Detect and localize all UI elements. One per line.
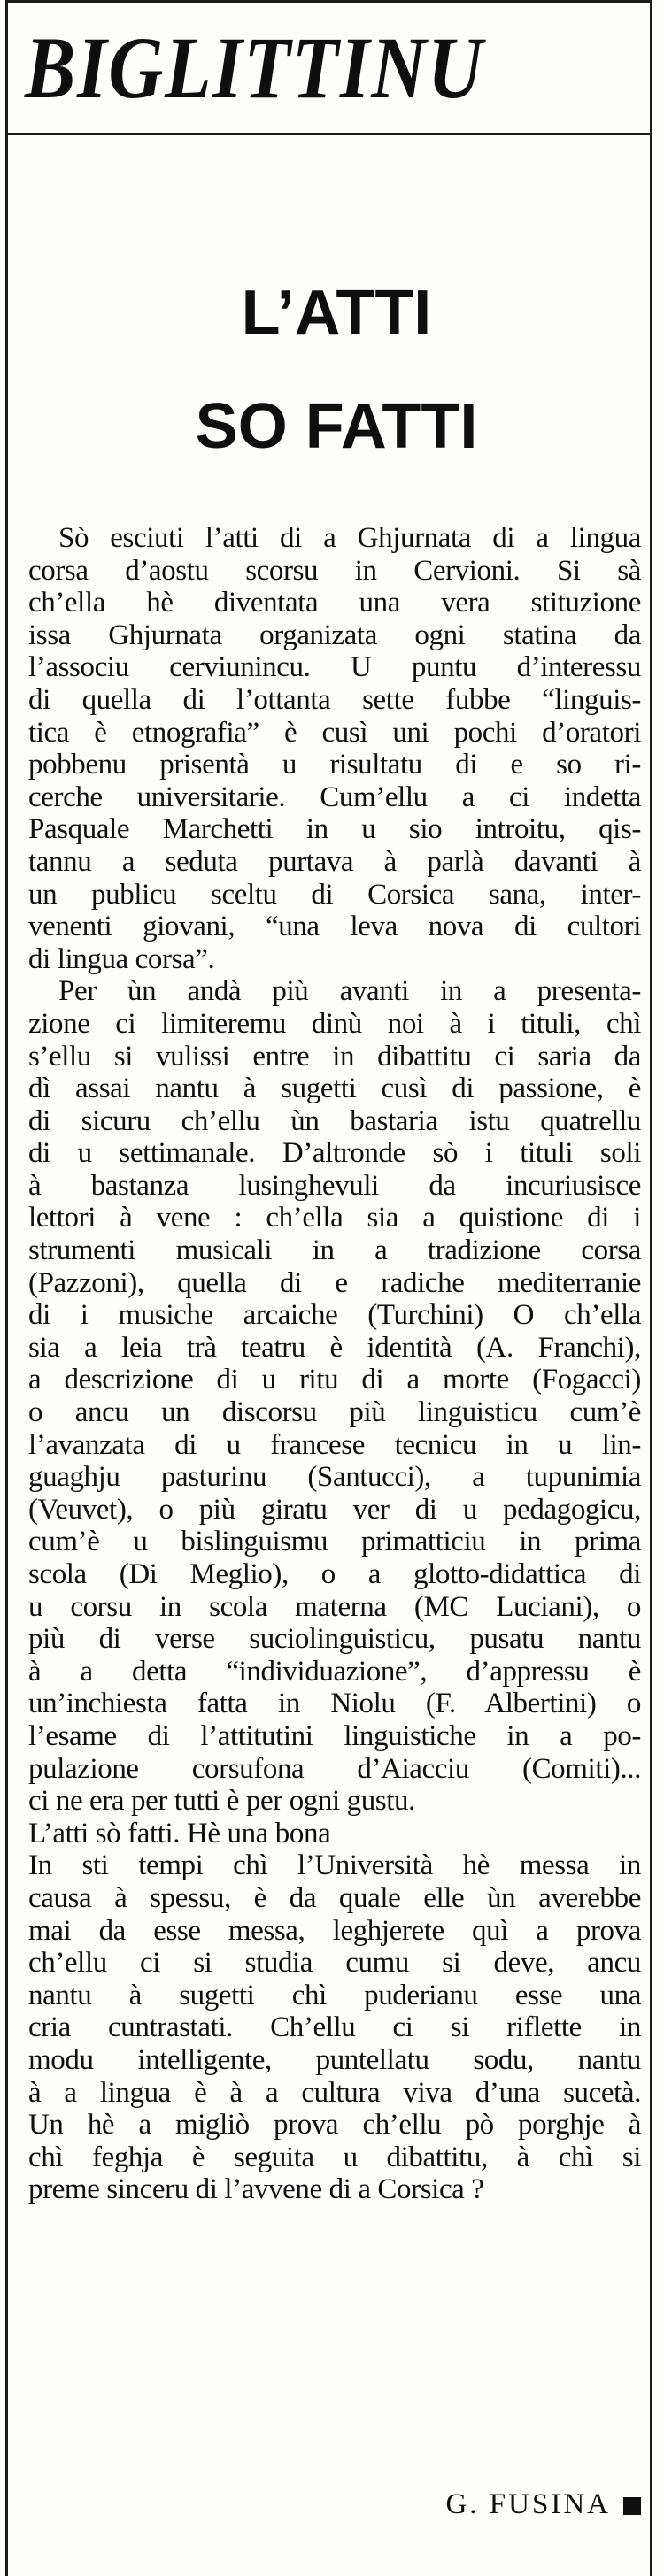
article-body xyxy=(28,522,641,2206)
article-line: di u settimanale. D’altronde sò i tituli soli xyxy=(28,1137,641,1170)
article-line: ch’ella hè diventata una vera stituzione xyxy=(28,587,641,619)
article-line: più di verse suciolinguisticu, pusatu nantu xyxy=(28,1623,641,1656)
article-line: tica è etnografia” è cusì uni pochi d’oratori xyxy=(28,716,641,749)
headline-line-1: L’ATTI xyxy=(241,278,432,349)
article-line: guaghju pasturinu (Santucci), a tupunimia xyxy=(28,1461,641,1494)
article-line: à a lingua è à a cultura viva d’una sucetà. xyxy=(28,2076,641,2109)
article-line: cerche universitarie. Cum’ellu a ci indetta xyxy=(28,780,641,813)
article-line: u corsu in scola materna (MC Luciani), o xyxy=(28,1590,641,1623)
article-line: lettori à vene : ch’ella sia a quistione di i xyxy=(28,1202,641,1234)
article-line: modu intelligente, puntellatu sodu, nantu xyxy=(28,2043,641,2076)
article-line: l’esame di l’attitutini linguistiche in a po- xyxy=(28,1719,641,1752)
article-line: dì assai nantu à sugetti cusì di passione, è xyxy=(28,1073,641,1105)
article-line: sia a leia trà teatru è identità (A. Franchi), xyxy=(28,1331,641,1364)
column-masthead: BIGLITTINU xyxy=(25,19,484,117)
article-line: Un hè a migliò prova ch’ellu pò porghje à xyxy=(28,2109,641,2142)
column-border-left xyxy=(5,0,8,2576)
article-line: l’associu cerviunincu. U puntu d’interessu xyxy=(28,651,641,684)
article-line: un’inchiesta fatta in Niolu (F. Albertini) o xyxy=(28,1688,641,1720)
article-line: di sicuru ch’ellu ùn bastaria istu quatrellu xyxy=(28,1104,641,1137)
article-line: di quella di l’ottanta sette fubbe “linguis- xyxy=(28,683,641,716)
article-line: pulazione corsufona d’Aiacciu (Comiti)... xyxy=(28,1752,641,1785)
article-line: mai da esse messa, leghjerete quì a prova xyxy=(28,1914,641,1947)
article-line: causa à spessu, è da quale elle ùn averebbe xyxy=(28,1881,641,1914)
byline xyxy=(28,2488,641,2521)
column-border-right xyxy=(650,0,652,2576)
article-line: venenti giovani, “una leva nova di cultori xyxy=(28,911,641,943)
article-line: zione ci limiteremu dinù noi à i tituli, chì xyxy=(28,1007,641,1040)
article-line: strumenti musicali in a tradizione corsa xyxy=(28,1234,641,1267)
article-line: nantu à sugetti chì puderianu esse una xyxy=(28,1979,641,2011)
article-line: o ancu un discorsu più linguisticu cum’è xyxy=(28,1396,641,1429)
article-line: di lingua corsa”. xyxy=(28,942,215,975)
article-line: chì feghja è seguita u dibattitu, à chì si xyxy=(28,2141,641,2173)
top-rule xyxy=(5,0,652,3)
article-line: cum’è u bislinguismu primatticiu in prima xyxy=(28,1526,641,1558)
article-line: pobbenu prisentà u risultatu di e so ri- xyxy=(28,749,641,781)
article-headline xyxy=(53,257,620,483)
article-line: tannu a seduta purtava à parlà davanti à xyxy=(28,845,641,878)
article-line: issa Ghjurnata organizata ogni statina da xyxy=(28,619,641,651)
article-line: Per ùn andà più avanti in a presenta- xyxy=(58,975,641,1008)
article-line: scola (Di Meglio), o a glotto-didattica di xyxy=(28,1558,641,1590)
article-line: In sti tempi chì l’Università hè messa in xyxy=(28,1849,641,1882)
article-line: à bastanza lusinghevuli da incuriusisce xyxy=(28,1169,641,1202)
article-line: Sò esciuti l’atti di a Ghjurnata di a lingua xyxy=(58,522,641,554)
article-line: s’ellu si vulissi entre in dibattitu ci saria da xyxy=(28,1040,641,1073)
article-line: cria cuntrastati. Ch’ellu ci si riflette in xyxy=(28,2011,641,2044)
article-line: di i musiche arcaiche (Turchini) O ch’ella xyxy=(28,1299,641,1332)
headline-line-2: SO FATTI xyxy=(195,391,478,462)
article-line: a descrizione di u ritu di a morte (Fogacci) xyxy=(28,1364,641,1396)
article-line: L’atti sò fatti. Hè una bona xyxy=(28,1817,331,1849)
article-line: corsa d’aostu scorsu in Cervioni. Si sà xyxy=(28,554,641,587)
article-line: preme sinceru di l’avvene di a Corsica ? xyxy=(28,2173,484,2206)
author-signature: G. FUSINA xyxy=(445,2488,611,2520)
article-line: Pasquale Marchetti in u sio introitu, qis- xyxy=(28,813,641,846)
article-line: ci ne era per tutti è per ogni gustu. xyxy=(28,1785,415,1818)
masthead-rule xyxy=(5,133,652,135)
article-line: (Pazzoni), quella di e radiche mediterranie xyxy=(28,1266,641,1299)
article-line: ch’ellu ci si studia cumu si deve, ancu xyxy=(28,1947,641,1980)
article-line: un publicu sceltu di Corsica sana, inter- xyxy=(28,878,641,911)
article-line: (Veuvet), o più giratu ver di u pedagogicu, xyxy=(28,1493,641,1526)
article-line: à a detta “individuazione”, d’appressu è xyxy=(28,1655,641,1688)
article-line: l’avanzata di u francese tecnicu in u lin- xyxy=(28,1428,641,1461)
end-of-article-mark xyxy=(623,2497,641,2515)
